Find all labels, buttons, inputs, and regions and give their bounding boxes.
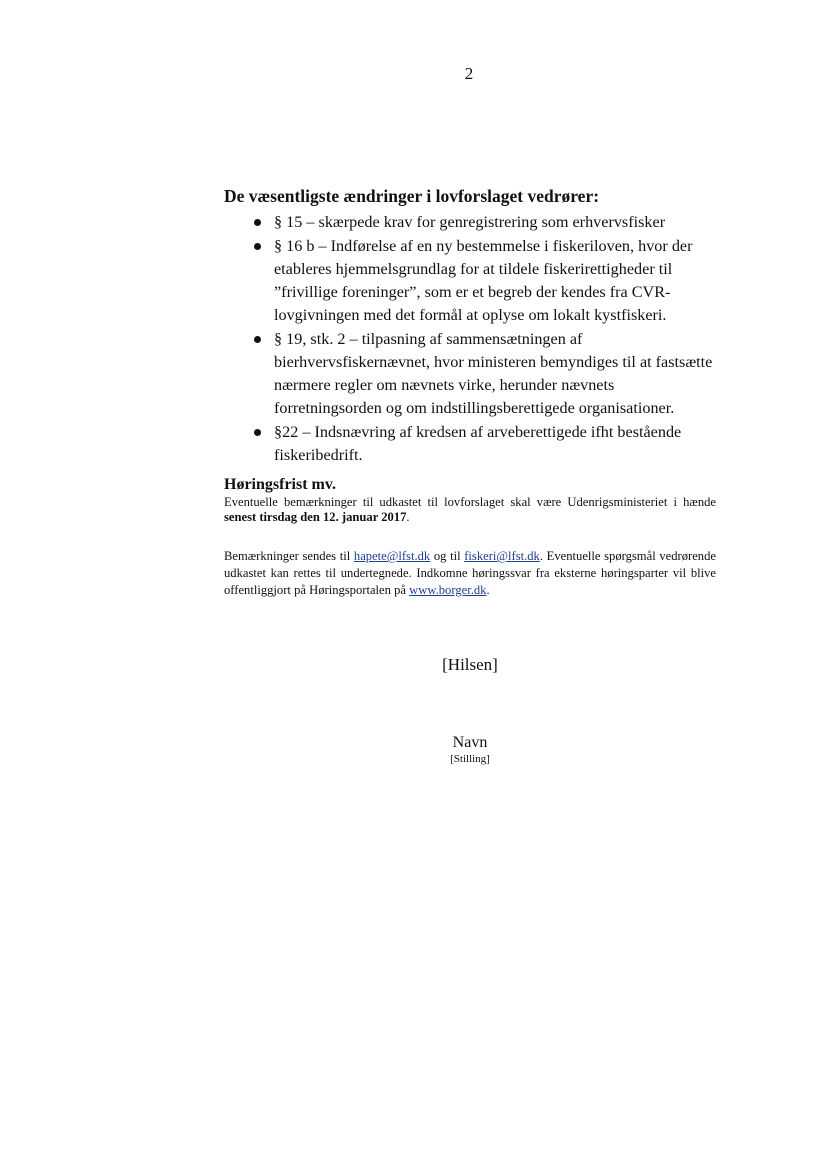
website-link-borger[interactable]: www.borger.dk [409,583,487,597]
signature-block [224,734,716,766]
list-item [224,421,716,467]
list-item [224,328,716,420]
list-item-text: § 15 – skærpede krav for genregistrering som erhvervsfisker [274,213,666,231]
comments-part4: . [486,583,490,597]
signature-name: Navn [452,734,488,751]
bullet-icon [254,219,261,226]
deadline-section [224,476,716,525]
deadline-heading: Høringsfrist mv. [224,476,336,493]
list-item [224,211,716,234]
deadline-text [224,495,716,525]
list-item-text: § 19, stk. 2 – tilpasning af sammensætningen af bierhvervsfiskernævnet, hvor ministeren bemyndiges til at fastsætte nærmere regler om nævnets virke, herunder nævnets forretningsorden og om indstillingsberettigede organisationer. [274,330,713,417]
list-item [224,235,716,327]
deadline-date: senest tirsdag den 12. januar 2017 [224,510,407,524]
page-number: 2 [464,64,474,83]
changes-heading: De væsentligste ændringer i lovforslaget vedrører: [224,186,600,206]
comments-part2: og til [430,549,465,563]
signature-title: [Stilling] [450,753,490,765]
greeting: [Hilsen] [442,655,498,674]
deadline-text-after: . [406,510,410,524]
bullet-icon [254,243,261,250]
changes-section [224,186,716,468]
email-link-hapete[interactable]: hapete@lfst.dk [353,549,431,563]
comments-part3: . Eventuelle spørgsmål vedrørende udkastet kan rettes til undertegnede. Indkomne høringssvar fra eksterne høringsparter vil blive offentliggjort på Høringsportalen på [224,549,716,597]
email-link-fiskeri[interactable]: fiskeri@lfst.dk [464,549,540,563]
comments-part1: Bemærkninger sendes til [224,549,354,563]
list-item-text: § 16 b – Indførelse af en ny bestemmelse i fiskeriloven, hvor der etableres hjemmelsgrundlag for at tildele fiskerirettigheder til ”frivillige foreninger”, som er et begreb der kendes fra CVR-lovgivningen med det formål at oplyse om lokalt kystfiskeri. [274,237,693,324]
deadline-text-before: Eventuelle bemærkninger til udkastet til lovforslaget skal være Udenrigsministeriet i hænde [224,495,716,509]
comments-paragraph [224,548,716,599]
bullet-icon [254,336,261,343]
list-item-text: §22 – Indsnævring af kredsen af arveberettigede ifht bestående fiskeribedrift. [274,423,682,464]
changes-list [224,211,716,467]
bullet-icon [254,429,261,436]
